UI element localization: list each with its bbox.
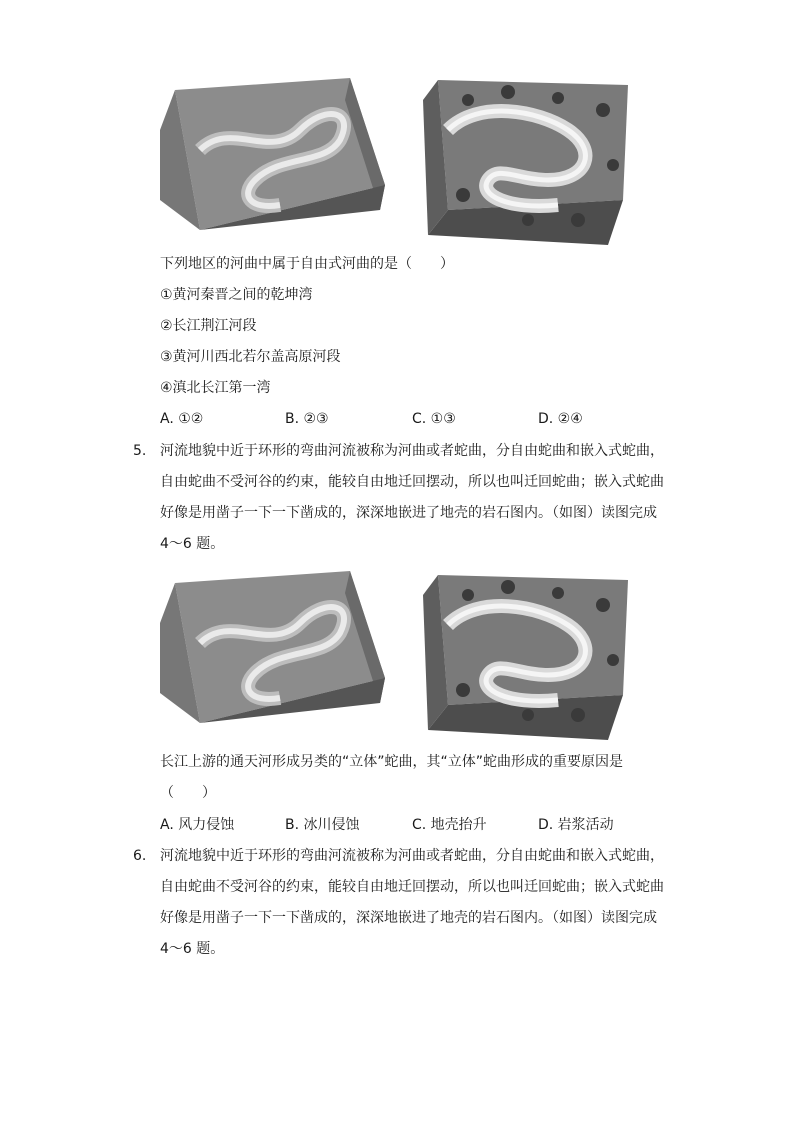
option-c[interactable]: C. ①③ bbox=[412, 411, 456, 427]
figure-meander-incised-top bbox=[418, 70, 638, 245]
question-stem: 长江上游的通天河形成另类的“立体”蛇曲，其“立体”蛇曲形成的重要原因是 bbox=[160, 754, 624, 770]
option-d[interactable]: D. 岩浆活动 bbox=[538, 817, 614, 833]
list-item: ①黄河秦晋之间的乾坤湾 bbox=[160, 287, 313, 303]
question-intro-line: 4～6 题。 bbox=[160, 536, 225, 552]
question-intro-line: 4～6 题。 bbox=[160, 941, 225, 957]
question-intro-line: 好像是用凿子一下一下凿成的，深深地嵌进了地壳的岩石图内。（如图）读图完成 bbox=[160, 505, 657, 521]
question-intro-line: 自由蛇曲不受河谷的约束，能较自由地迁回摆动，所以也叫迁回蛇曲；嵌入式蛇曲 bbox=[160, 474, 664, 490]
figure-meander-free-top bbox=[160, 70, 390, 235]
list-item: ③黄河川西北若尔盖高原河段 bbox=[160, 349, 341, 365]
option-a[interactable]: A. 风力侵蚀 bbox=[160, 817, 235, 833]
question-intro-line: 好像是用凿子一下一下凿成的，深深地嵌进了地壳的岩石图内。（如图）读图完成 bbox=[160, 910, 657, 926]
figure-meander-free-middle bbox=[160, 563, 390, 733]
list-item: ④滇北长江第一湾 bbox=[160, 380, 271, 396]
question-stem: 下列地区的河曲中属于自由式河曲的是（ ） bbox=[160, 256, 454, 272]
question-number: 6. bbox=[133, 848, 147, 864]
option-c[interactable]: C. 地壳抬升 bbox=[412, 817, 487, 833]
question-intro-line: 自由蛇曲不受河谷的约束，能较自由地迁回摆动，所以也叫迁回蛇曲；嵌入式蛇曲 bbox=[160, 879, 664, 895]
option-a[interactable]: A. ①② bbox=[160, 411, 204, 427]
option-b[interactable]: B. 冰川侵蚀 bbox=[285, 817, 360, 833]
figure-meander-incised-middle bbox=[418, 565, 638, 743]
question-stem: （ ） bbox=[160, 785, 216, 801]
question-intro-line: 河流地貌中近于环形的弯曲河流被称为河曲或者蛇曲，分自由蛇曲和嵌入式蛇曲， bbox=[160, 443, 664, 459]
option-d[interactable]: D. ②④ bbox=[538, 411, 583, 427]
question-number: 5. bbox=[133, 443, 147, 459]
question-intro-line: 河流地貌中近于环形的弯曲河流被称为河曲或者蛇曲，分自由蛇曲和嵌入式蛇曲， bbox=[160, 848, 664, 864]
list-item: ②长江荆江河段 bbox=[160, 318, 257, 334]
option-b[interactable]: B. ②③ bbox=[285, 411, 329, 427]
